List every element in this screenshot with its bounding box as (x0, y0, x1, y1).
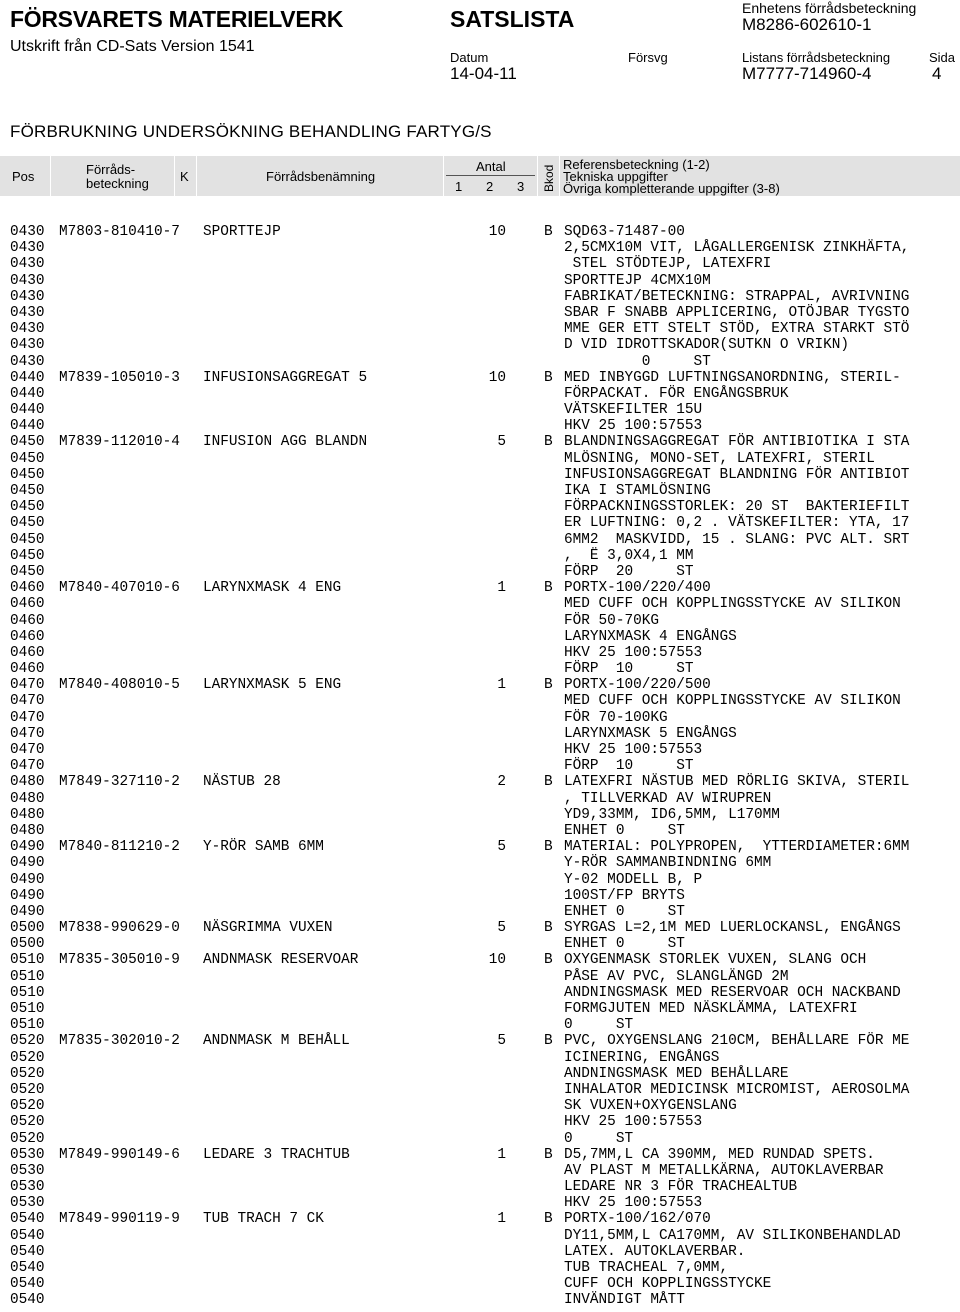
row-pos: 0460 (10, 596, 45, 613)
column-separator (174, 156, 175, 196)
row-reference-text: LARYNXMASK 4 ENGÅNGS (564, 628, 737, 645)
row-reference-text: FÖR 50-70KG (564, 612, 659, 629)
row-quantity: 5 (497, 920, 506, 937)
row-reference-text: ENHET 0 ST (564, 822, 685, 839)
row-reference-text: D5,7MM,L CA 390MM, MED RUNDAD SPETS. (564, 1146, 875, 1163)
row-reference-text: FÖR 70-100KG (564, 709, 668, 726)
row-reference-text: 6MM2 MASKVIDD, 15 . SLANG: PVC ALT. SRT (564, 531, 910, 548)
row-pos: 0510 (10, 1017, 45, 1034)
row-bkod: B (544, 369, 553, 386)
row-reference-text: AV PLAST M METALLKÄRNA, AUTOKLAVERBAR (564, 1162, 884, 1179)
row-item-number: M7839-112010-4 (59, 434, 180, 451)
row-pos: 0520 (10, 1098, 45, 1115)
row-pos: 0440 (10, 385, 45, 402)
row-reference-text: LATEX. AUTOKLAVERBAR. (564, 1243, 746, 1260)
row-reference-text: 0 ST (564, 1017, 634, 1034)
row-reference-text: PVC, OXYGENSLANG 210CM, BEHÅLLARE FÖR ME (564, 1033, 910, 1050)
column-ref-line3: Övriga kompletterande uppgifter (3-8) (563, 181, 780, 196)
row-quantity: 1 (497, 677, 506, 694)
row-pos: 0460 (10, 612, 45, 629)
row-pos: 0540 (10, 1243, 45, 1260)
row-reference-text: 100ST/FP BRYTS (564, 887, 685, 904)
row-reference-text: FÖRP 10 ST (564, 661, 694, 678)
column-antal-3: 3 (517, 179, 525, 194)
row-reference-text: LEDARE NR 3 FÖR TRACHEALTUB (564, 1179, 798, 1196)
column-separator (443, 156, 444, 196)
row-item-number: M7838-990629-0 (59, 920, 180, 937)
row-quantity: 5 (497, 1033, 506, 1050)
row-item-name: INFUSIONSAGGREGAT 5 (203, 369, 368, 386)
column-separator (537, 156, 538, 196)
row-pos: 0470 (10, 725, 45, 742)
row-item-number: M7835-302010-2 (59, 1033, 180, 1050)
list-ref-label: Listans förrådsbeteckning (742, 50, 891, 65)
row-reference-text: PORTX-100/220/500 (564, 677, 711, 694)
row-reference-text: INFUSIONSAGGREGAT BLANDNING FÖR ANTIBIOT (564, 466, 910, 483)
row-bkod: B (544, 839, 553, 856)
row-pos: 0430 (10, 256, 45, 273)
row-pos: 0430 (10, 224, 45, 240)
row-item-name: NÄSTUB 28 (203, 774, 281, 791)
row-pos: 0540 (10, 1260, 45, 1276)
row-reference-text: SPORTTEJP 4CMX10M (564, 272, 711, 289)
column-ref-line1: Referensbeteckning (1-2) (563, 157, 710, 172)
row-reference-text: ER LUFTNING: 0,2 . VÄTSKEFILTER: YTA, 17 (564, 515, 910, 532)
antal-divider (446, 175, 535, 176)
row-reference-text: ANDNINGSMASK MED RESERVOAR OCH NACKBAND (564, 984, 901, 1001)
row-pos: 0470 (10, 693, 45, 710)
row-bkod: B (544, 1211, 553, 1228)
row-item-name: NÄSGRIMMA VUXEN (203, 920, 333, 937)
row-pos: 0430 (10, 304, 45, 321)
row-reference-text: PORTX-100/220/400 (564, 580, 711, 597)
row-reference-text: ENHET 0 ST (564, 903, 685, 920)
row-pos: 0460 (10, 644, 45, 661)
column-separator (559, 156, 560, 196)
row-item-name: ANDNMASK M BEHÅLL (203, 1033, 350, 1050)
row-quantity: 5 (497, 839, 506, 856)
row-reference-text: INVÄNDIGT MÅTT (564, 1292, 685, 1309)
row-reference-text: ANDNINGSMASK MED BEHÅLLARE (564, 1065, 789, 1082)
row-reference-text: MATERIAL: POLYPROPEN, YTTERDIAMETER:6MM (564, 839, 910, 856)
row-pos: 0530 (10, 1146, 45, 1163)
row-reference-text: ENHET 0 ST (564, 936, 685, 953)
row-item-name: ANDNMASK RESERVOAR (203, 952, 359, 969)
row-pos: 0490 (10, 855, 45, 872)
row-item-number: M7803-810410-7 (59, 224, 180, 240)
row-item-name: LEDARE 3 TRACHTUB (203, 1146, 350, 1163)
section-title: FÖRBRUKNING UNDERSÖKNING BEHANDLING FARTYG/S (10, 122, 492, 141)
row-item-number: M7840-407010-6 (59, 580, 180, 597)
row-quantity: 2 (497, 774, 506, 791)
row-pos: 0540 (10, 1276, 45, 1293)
row-item-number: M7839-105010-3 (59, 369, 180, 386)
row-bkod: B (544, 1033, 553, 1050)
row-pos: 0450 (10, 499, 45, 516)
column-antal-1: 1 (455, 179, 463, 194)
row-item-name: SPORTTEJP (203, 224, 281, 240)
printed-from-label: Utskrift från CD-Sats Version 1541 (10, 38, 255, 55)
row-pos: 0470 (10, 709, 45, 726)
column-separator (196, 156, 197, 196)
row-pos: 0430 (10, 321, 45, 338)
row-pos: 0520 (10, 1081, 45, 1098)
row-item-number: M7840-811210-2 (59, 839, 180, 856)
row-pos: 0480 (10, 790, 45, 807)
row-reference-text: IKA I STAMLÖSNING (564, 483, 711, 499)
date-value: 14-04-11 (450, 64, 517, 83)
row-reference-text: MED INBYGGD LUFTNINGSANORDNING, STERIL- (564, 369, 901, 386)
row-pos: 0450 (10, 547, 45, 564)
row-pos: 0450 (10, 466, 45, 483)
row-pos: 0480 (10, 822, 45, 839)
row-item-name: Y-RÖR SAMB 6MM (203, 839, 324, 856)
row-reference-text: MLÖSNING, MONO-SET, LATEXFRI, STERIL (564, 450, 875, 467)
row-pos: 0430 (10, 272, 45, 289)
row-reference-text: LATEXFRI NÄSTUB MED RÖRLIG SKIVA, STERIL (564, 774, 910, 791)
column-ref-line2: Tekniska uppgifter (563, 169, 668, 184)
column-antal: Antal (476, 159, 506, 174)
row-item-number: M7840-408010-5 (59, 677, 180, 694)
row-reference-text: HKV 25 100:57553 (564, 1195, 703, 1212)
row-reference-text: VÄTSKEFILTER 15U (564, 402, 703, 419)
row-pos: 0470 (10, 758, 45, 775)
row-reference-text: FORMGJUTEN MED NÄSKLÄMMA, LATEXFRI (564, 1001, 858, 1017)
row-pos: 0450 (10, 434, 45, 451)
row-reference-text: STEL STÖDTEJP, LATEXFRI (564, 256, 772, 273)
row-pos: 0440 (10, 369, 45, 386)
row-reference-text: SBAR F SNABB APPLICERING, OTÖJBAR TYGSTO (564, 304, 910, 321)
row-pos: 0510 (10, 968, 45, 985)
row-reference-text: BLANDNINGSAGGREGAT FÖR ANTIBIOTIKA I STA (564, 434, 910, 451)
row-pos: 0530 (10, 1179, 45, 1196)
row-reference-text: D VID IDROTTSKADOR(SUTKN O VRIKN) (564, 337, 849, 354)
row-pos: 0470 (10, 677, 45, 694)
row-reference-text: INHALATOR MEDICINSK MICROMIST, AEROSOLMA (564, 1081, 910, 1098)
row-quantity: 1 (497, 1211, 506, 1228)
row-item-number: M7849-990119-9 (59, 1211, 180, 1228)
row-pos: 0470 (10, 742, 45, 758)
row-pos: 0490 (10, 887, 45, 904)
row-pos: 0530 (10, 1195, 45, 1212)
row-reference-text: FABRIKAT/BETECKNING: STRAPPAL, AVRIVNING (564, 288, 910, 305)
list-ref-value: M7777-714960-4 (742, 64, 872, 83)
row-pos: 0430 (10, 353, 45, 370)
forsvg-label: Försvg (628, 50, 668, 65)
row-reference-text: 0 ST (564, 353, 711, 370)
page-number: 4 (932, 64, 942, 83)
row-pos: 0440 (10, 402, 45, 419)
row-pos: 0510 (10, 1001, 45, 1017)
row-reference-text: HKV 25 100:57553 (564, 742, 703, 758)
column-name: Förrådsbenämning (266, 169, 376, 184)
row-quantity: 1 (497, 580, 506, 597)
unit-ref-label: Enhetens förrådsbeteckning (742, 0, 917, 16)
row-pos: 0520 (10, 1114, 45, 1131)
row-item-number: M7835-305010-9 (59, 952, 180, 969)
row-reference-text: SYRGAS L=2,1M MED LUERLOCKANSL, ENGÅNGS (564, 920, 901, 937)
row-item-name: TUB TRACH 7 CK (203, 1211, 324, 1228)
row-reference-text: DY11,5MM,L CA170MM, AV SILIKONBEHANDLAD (564, 1227, 901, 1244)
row-bkod: B (544, 774, 553, 791)
row-reference-text: Y-02 MODELL B, P (564, 871, 703, 888)
row-reference-text: 2,5CMX10M VIT, LÅGALLERGENISK ZINKHÄFTA, (564, 240, 910, 257)
page-label: Sida (929, 50, 956, 65)
row-pos: 0520 (10, 1049, 45, 1066)
row-reference-text: , TILLVERKAD AV WIRUPREN (564, 790, 772, 807)
row-pos: 0510 (10, 984, 45, 1001)
row-reference-text: FÖRPACKAT. FÖR ENGÅNGSBRUK (564, 385, 789, 402)
row-reference-text: CUFF OCH KOPPLINGSSTYCKE (564, 1276, 772, 1293)
row-pos: 0520 (10, 1033, 45, 1050)
row-reference-text: YD9,33MM, ID6,5MM, L170MM (564, 806, 780, 823)
row-reference-text: FÖRP 20 ST (564, 563, 694, 580)
row-pos: 0450 (10, 563, 45, 580)
column-separator (50, 156, 51, 196)
organization-title: FÖRSVARETS MATERIELVERK (10, 6, 344, 32)
row-pos: 0480 (10, 806, 45, 823)
column-bkod (541, 162, 557, 192)
row-pos: 0500 (10, 920, 45, 937)
row-reference-text: MED CUFF OCH KOPPLINGSSTYCKE AV SILIKON (564, 596, 901, 613)
row-item-number: M7849-990149-6 (59, 1146, 180, 1163)
row-pos: 0430 (10, 337, 45, 354)
row-pos: 0520 (10, 1130, 45, 1147)
row-quantity: 1 (497, 1146, 506, 1163)
row-reference-text: PÅSE AV PVC, SLANGLÄNGD 2M (564, 968, 789, 985)
row-reference-text: , Ë 3,0X4,1 MM (564, 547, 694, 564)
row-reference-text: HKV 25 100:57553 (564, 1114, 703, 1131)
row-reference-text: ICINERING, ENGÅNGS (564, 1049, 720, 1066)
row-pos: 0460 (10, 580, 45, 597)
row-reference-text: MME GER ETT STELT STÖD, EXTRA STARKT STÖ (564, 321, 910, 338)
row-reference-text: Y-RÖR SAMMANBINDNING 6MM (564, 855, 772, 872)
column-k: K (180, 169, 189, 184)
row-reference-text: TUB TRACHEAL 7,0MM, (564, 1260, 729, 1276)
row-item-name: LARYNXMASK 5 ENG (203, 677, 342, 694)
row-bkod: B (544, 434, 553, 451)
row-bkod: B (544, 1146, 553, 1163)
column-pos: Pos (12, 169, 35, 184)
row-reference-text: HKV 25 100:57553 (564, 418, 703, 435)
row-bkod: B (544, 677, 553, 694)
row-pos: 0430 (10, 288, 45, 305)
row-pos: 0450 (10, 450, 45, 467)
row-pos: 0510 (10, 952, 45, 969)
row-pos: 0460 (10, 661, 45, 678)
row-quantity: 10 (488, 369, 506, 386)
row-pos: 0460 (10, 628, 45, 645)
row-pos: 0450 (10, 531, 45, 548)
row-item-name: LARYNXMASK 4 ENG (203, 580, 342, 597)
row-pos: 0490 (10, 871, 45, 888)
row-quantity: 10 (488, 224, 506, 240)
row-reference-text: 0 ST (564, 1130, 634, 1147)
column-item-line1: Förråds- (86, 162, 136, 177)
row-reference-text: HKV 25 100:57553 (564, 644, 703, 661)
row-pos: 0540 (10, 1211, 45, 1228)
row-pos: 0430 (10, 240, 45, 257)
column-item-line2: beteckning (86, 176, 149, 191)
row-pos: 0530 (10, 1162, 45, 1179)
row-quantity: 10 (488, 952, 506, 969)
row-reference-text: SQD63-71487-00 (564, 224, 685, 240)
row-bkod: B (544, 580, 553, 597)
row-bkod: B (544, 952, 553, 969)
row-bkod: B (544, 920, 553, 937)
row-pos: 0540 (10, 1227, 45, 1244)
date-label: Datum (450, 50, 489, 65)
row-reference-text: FÖRP 10 ST (564, 758, 694, 775)
row-pos: 0540 (10, 1292, 45, 1309)
row-item-number: M7849-327110-2 (59, 774, 180, 791)
row-reference-text: OXYGENMASK STORLEK VUXEN, SLANG OCH (564, 952, 867, 969)
row-pos: 0500 (10, 936, 45, 953)
column-antal-2: 2 (486, 179, 494, 194)
unit-ref-value: M8286-602610-1 (742, 15, 872, 34)
row-pos: 0480 (10, 774, 45, 791)
row-pos: 0520 (10, 1065, 45, 1082)
row-reference-text: SK VUXEN+OXYGENSLANG (564, 1098, 737, 1115)
row-reference-text: LARYNXMASK 5 ENGÅNGS (564, 725, 737, 742)
row-reference-text: MED CUFF OCH KOPPLINGSSTYCKE AV SILIKON (564, 693, 901, 710)
row-pos: 0490 (10, 903, 45, 920)
row-pos: 0440 (10, 418, 45, 435)
row-quantity: 5 (497, 434, 506, 451)
row-pos: 0450 (10, 483, 45, 499)
row-bkod: B (544, 224, 553, 240)
row-pos: 0490 (10, 839, 45, 856)
row-reference-text: FÖRPACKNINGSSTORLEK: 20 ST BAKTERIEFILT (564, 499, 910, 516)
document-title: SATSLISTA (450, 6, 575, 32)
row-reference-text: PORTX-100/162/070 (564, 1211, 711, 1228)
row-pos: 0450 (10, 515, 45, 532)
row-item-name: INFUSION AGG BLANDN (203, 434, 368, 451)
column-bkod-text: Bkod (542, 164, 556, 192)
